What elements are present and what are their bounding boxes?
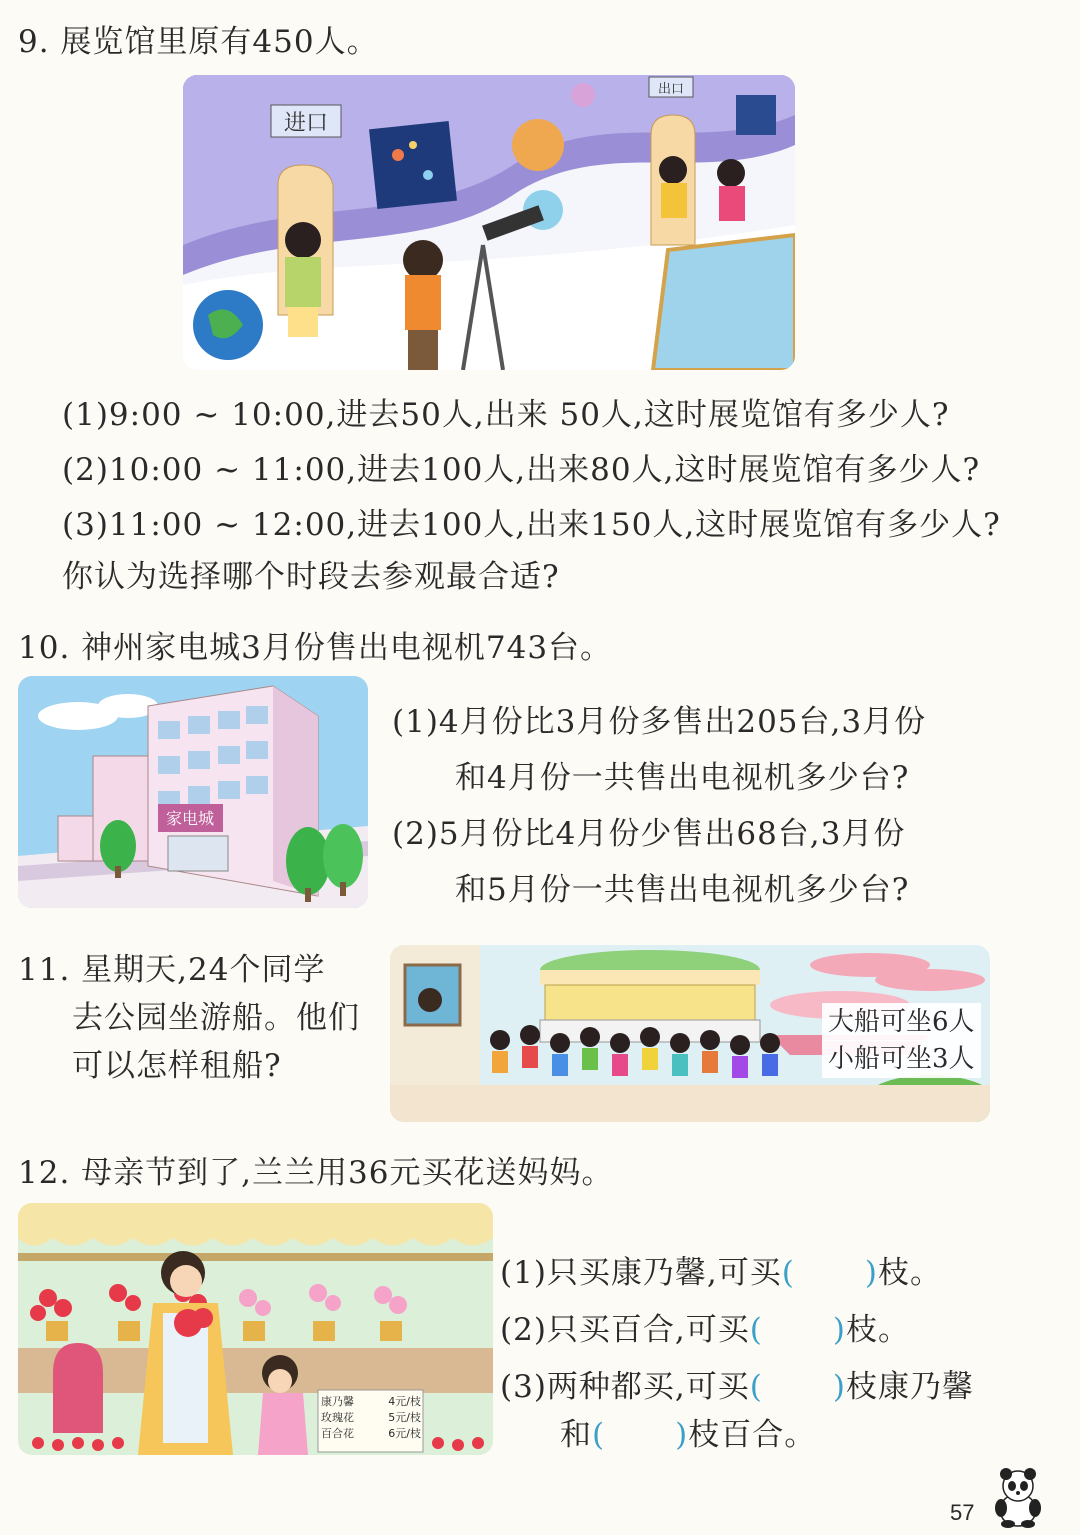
q10-item-2-line2: 和5月份一共售出电视机多少台? xyxy=(455,872,910,908)
price-row xyxy=(321,1426,421,1442)
small-boat-label: 小船可坐3人 xyxy=(822,1040,981,1078)
q12-item-1-text: (1)只买康乃馨,可买 xyxy=(500,1255,782,1291)
q10-item-1-line2: 和4月份一共售出电视机多少台? xyxy=(455,760,910,796)
panda-icon xyxy=(988,1466,1048,1528)
flower-price: 6元/枝 xyxy=(388,1427,421,1440)
q9-item-1: (1)9:00 ~ 10:00,进去50人,出来 50人,这时展览馆有多少人? xyxy=(62,397,950,433)
q12-title: 12. 母亲节到了,兰兰用36元买花送妈妈。 xyxy=(18,1155,614,1191)
answer-blank-3[interactable]: ( ) xyxy=(749,1369,846,1405)
q10-item-1-line1: (1)4月份比3月份多售出205台,3月份 xyxy=(392,704,927,740)
q12-item-2-text: (2)只买百合,可买 xyxy=(500,1312,750,1348)
q11-title-line3: 可以怎样租船? xyxy=(72,1048,282,1084)
store-sign: 家电城 xyxy=(165,809,215,828)
q12-item-1 xyxy=(500,1253,942,1293)
q12-item-3b xyxy=(560,1415,816,1455)
q9-followup: 你认为选择哪个时段去参观最合适? xyxy=(62,559,560,595)
answer-blank-2[interactable]: ( ) xyxy=(749,1312,846,1348)
flower-name: 玫瑰花 xyxy=(321,1411,354,1424)
q9-item-2: (2)10:00 ~ 11:00,进去100人,出来80人,这时展览馆有多少人? xyxy=(62,452,981,488)
big-boat-label: 大船可坐6人 xyxy=(822,1003,981,1041)
q10-title: 10. 神州家电城3月份售出电视机743台。 xyxy=(18,630,613,666)
q12-item-2-unit: 枝。 xyxy=(845,1312,910,1348)
flower-name: 百合花 xyxy=(321,1427,354,1440)
q9-museum-illustration xyxy=(183,75,795,370)
q10-item-2-line1: (2)5月份比4月份少售出68台,3月份 xyxy=(392,816,906,852)
answer-blank-4[interactable]: ( ) xyxy=(592,1417,689,1453)
q12-item-3 xyxy=(500,1367,974,1407)
flower-price: 5元/枝 xyxy=(388,1411,421,1424)
q12-item-1-unit: 枝。 xyxy=(877,1255,942,1291)
q12-item-3-unit: 枝康乃馨 xyxy=(845,1369,974,1405)
q12-flower-shop-illustration xyxy=(18,1203,493,1455)
answer-blank-1[interactable]: ( ) xyxy=(781,1255,878,1291)
q9-title: 9. 展览馆里原有450人。 xyxy=(18,24,379,60)
entrance-sign: 进口 xyxy=(283,111,329,136)
page-number: 57 xyxy=(950,1500,975,1525)
flower-name: 康乃馨 xyxy=(321,1395,354,1408)
q12-item-2 xyxy=(500,1310,910,1350)
exit-sign: 出口 xyxy=(657,82,685,97)
price-row xyxy=(321,1394,421,1410)
flower-price: 4元/枝 xyxy=(388,1395,421,1408)
price-row xyxy=(321,1410,421,1426)
q9-item-3: (3)11:00 ~ 12:00,进去100人,出来150人,这时展览馆有多少人? xyxy=(62,507,1001,543)
q11-title-line1: 11. 星期天,24个同学 xyxy=(18,952,326,988)
flower-price-list xyxy=(321,1394,421,1442)
q10-store-illustration xyxy=(18,676,368,908)
q12-item-3b-unit: 枝百合。 xyxy=(688,1417,817,1453)
q11-title-line2: 去公园坐游船。他们 xyxy=(72,1000,360,1036)
q12-item-3-text: (3)两种都买,可买 xyxy=(500,1369,750,1405)
q12-item-3b-text: 和 xyxy=(560,1417,592,1453)
